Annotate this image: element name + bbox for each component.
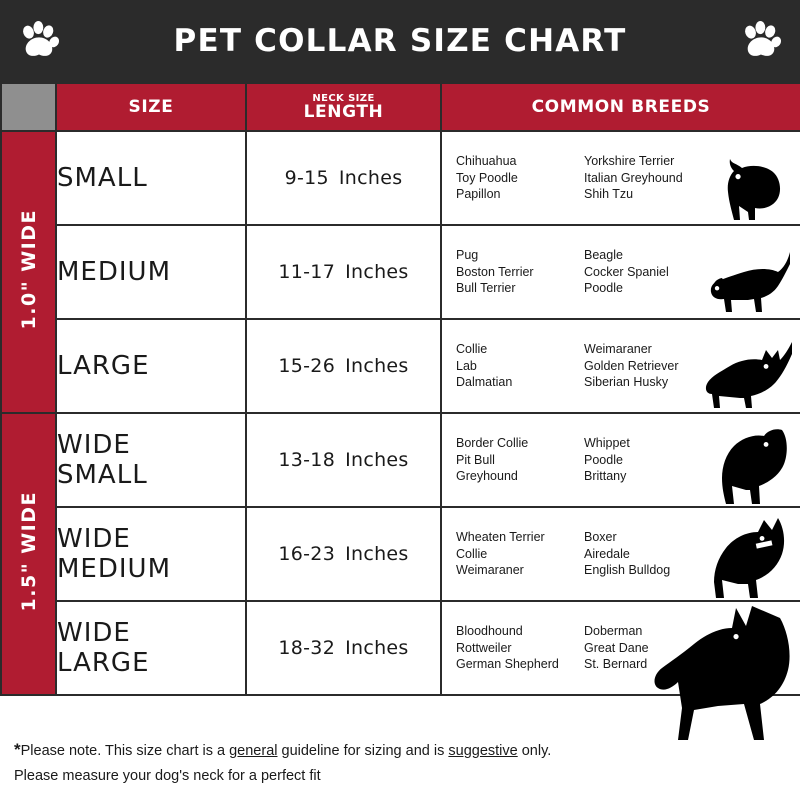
breed-item: Boston Terrier	[456, 264, 534, 279]
breed-item: Pug	[456, 248, 479, 263]
footer-underline-suggestive: suggestive	[448, 743, 518, 759]
neck-range: 16-23	[278, 543, 336, 565]
breeds-column-2	[584, 341, 704, 391]
footer-text-b: guideline for sizing and is	[277, 743, 449, 759]
neck-range: 11-17	[278, 261, 336, 283]
neck-length-value	[246, 413, 441, 507]
breed-item: Weimaraner	[456, 563, 524, 578]
breed-item: Whippet	[584, 436, 630, 451]
header-corner-cell	[1, 83, 56, 131]
neck-length-value	[246, 131, 441, 225]
size-value: WIDE LARGE	[56, 601, 246, 695]
breed-item: Toy Poodle	[456, 170, 518, 185]
breed-item: Poodle	[584, 452, 623, 467]
breed-item: Weimaraner	[584, 342, 652, 357]
breed-item: Airedale	[584, 546, 630, 561]
breed-item: Wheaten Terrier	[456, 530, 545, 545]
breed-item: Dalmatian	[456, 375, 513, 390]
breed-item: Collie	[456, 342, 488, 357]
header-size: SIZE	[56, 83, 246, 131]
breeds-column-1	[456, 247, 584, 297]
breed-item: Pit Bull	[456, 452, 495, 467]
breeds-cell	[441, 319, 800, 413]
breed-item: Chihuahua	[456, 154, 517, 169]
breeds-column-1	[456, 341, 584, 391]
size-chart-table	[0, 82, 800, 696]
breeds-cell	[441, 507, 800, 601]
breed-item: Bloodhound	[456, 624, 523, 639]
group-label-text: 1.0" WIDE	[17, 209, 40, 330]
size-value: WIDE SMALL	[56, 413, 246, 507]
chart-header	[0, 0, 800, 82]
breeds-cell	[441, 225, 800, 319]
breeds-cell	[441, 601, 800, 695]
neck-range: 13-18	[278, 449, 336, 471]
neck-unit: Inches	[345, 449, 409, 471]
neck-range: 18-32	[278, 637, 336, 659]
group-label-1-inch	[1, 131, 56, 413]
breeds-column-1	[456, 623, 584, 673]
neck-length-value	[246, 319, 441, 413]
breed-item: Lab	[456, 358, 477, 373]
size-value: LARGE	[56, 319, 246, 413]
breed-item: Cocker Spaniel	[584, 264, 669, 279]
neck-unit: Inches	[345, 355, 409, 377]
size-value: SMALL	[56, 131, 246, 225]
table-row	[1, 225, 800, 319]
paw-icon	[740, 19, 782, 61]
breed-item: Doberman	[584, 624, 643, 639]
group-label-1-5-inch	[1, 413, 56, 695]
breed-item: Border Collie	[456, 436, 529, 451]
paw-icon	[18, 19, 60, 61]
breed-item: Golden Retriever	[584, 358, 679, 373]
table-header-row	[1, 83, 800, 131]
breed-item: German Shepherd	[456, 657, 559, 672]
size-value: MEDIUM	[56, 225, 246, 319]
size-chart-table-wrap	[0, 82, 800, 727]
breed-item: Brittany	[584, 469, 627, 484]
breeds-column-1	[456, 153, 584, 203]
breeds-cell	[441, 131, 800, 225]
breed-item: Greyhound	[456, 469, 518, 484]
breed-item: Shih Tzu	[584, 187, 634, 202]
breeds-cell	[441, 413, 800, 507]
footer-underline-general: general	[229, 743, 278, 759]
footer-note	[0, 727, 800, 800]
table-row	[1, 507, 800, 601]
breed-item: Papillon	[456, 187, 501, 202]
footer-line-1	[14, 737, 786, 764]
breed-item: Great Dane	[584, 640, 649, 655]
neck-unit: Inches	[338, 167, 403, 189]
breeds-column-2	[584, 247, 704, 297]
breed-item: Collie	[456, 546, 488, 561]
breed-item: Italian Greyhound	[584, 170, 683, 185]
table-row	[1, 413, 800, 507]
breed-item: English Bulldog	[584, 563, 671, 578]
breed-item: St. Bernard	[584, 657, 648, 672]
footer-text-a: Please note. This size chart is a	[20, 743, 230, 759]
breed-item: Beagle	[584, 248, 623, 263]
breed-item: Yorkshire Terrier	[584, 154, 675, 169]
neck-range: 9-15	[284, 167, 329, 189]
footer-line-2: Please measure your dog's neck for a perfect fit	[14, 768, 321, 784]
neck-range: 15-26	[278, 355, 336, 377]
breed-item: Poodle	[584, 281, 623, 296]
neck-unit: Inches	[345, 543, 409, 565]
header-neck-size-label: NECK SIZE	[312, 92, 375, 104]
breed-item: Rottweiler	[456, 640, 512, 655]
table-row	[1, 131, 800, 225]
header-length-label: LENGTH	[303, 101, 384, 122]
table-row	[1, 601, 800, 695]
neck-unit: Inches	[345, 261, 409, 283]
page-title: PET COLLAR SIZE CHART	[173, 23, 627, 59]
neck-length-value	[246, 507, 441, 601]
neck-unit: Inches	[345, 637, 409, 659]
breeds-column-2	[584, 435, 704, 485]
breeds-column-1	[456, 435, 584, 485]
group-label-text: 1.5" WIDE	[17, 491, 40, 612]
breeds-column-2	[584, 529, 704, 579]
neck-length-value	[246, 601, 441, 695]
neck-length-value	[246, 225, 441, 319]
breed-item: Bull Terrier	[456, 281, 516, 296]
asterisk: *	[14, 740, 21, 759]
breeds-column-2	[584, 623, 704, 673]
breeds-column-2	[584, 153, 704, 203]
breed-item: Siberian Husky	[584, 375, 669, 390]
breeds-column-1	[456, 529, 584, 579]
footer-text-c: only.	[517, 743, 552, 759]
header-neck-length	[246, 83, 441, 131]
breed-item: Boxer	[584, 530, 617, 545]
header-common-breeds: COMMON BREEDS	[441, 83, 800, 131]
table-row	[1, 319, 800, 413]
size-value: WIDE MEDIUM	[56, 507, 246, 601]
